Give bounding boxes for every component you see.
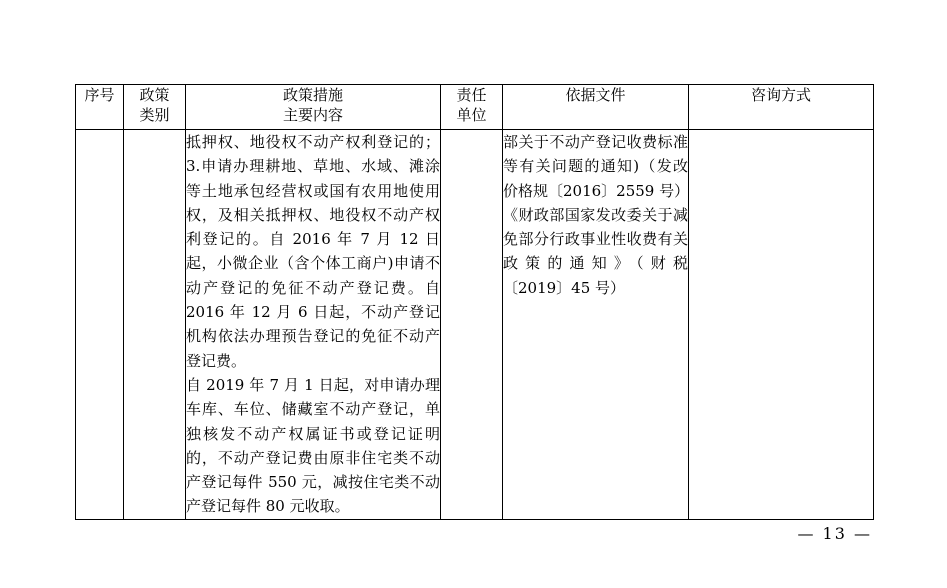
column-header-sequence-line1: 序号 <box>84 86 115 104</box>
measure-paragraph-2: 自 2019 年 7 月 1 日起，对申请办理车库、车位、储藏室不动产登记，单独核发不动产权属证书或登记证明的，不动产登记费由原非住宅类不动产登记每件 550 元，减按住宅类不动产登记每件 80 元收取。 <box>186 375 440 516</box>
basis-paragraph-2: 《财政部国家发改委关于减免部分行政事业性收费有关政策的通知》（财税〔2019〕45 号） <box>503 205 688 297</box>
column-header-unit-line2: 单位 <box>456 106 487 125</box>
measure-paragraph-1: 抵押权、地役权不动产权利登记的；3.申请办理耕地、草地、水域、滩涂等土地承包经营权或国有农用地使用权，及相关抵押权、地役权不动产权利登记的。自 2016 年 7 月 12 日起，小微企业（含个体工商户)申请不动产登记的免征不动产登记费。自 2016 年 12 月 6 日起，不动产登记机构依法办理预告登记的免征不动产登记费。 <box>186 133 440 370</box>
column-header-category-line2: 类别 <box>139 106 170 125</box>
column-header-contact <box>689 85 874 130</box>
table-header <box>76 85 874 130</box>
page-number: — 13 — <box>797 524 872 543</box>
cell-measure <box>186 130 441 520</box>
column-header-category <box>124 85 186 130</box>
policy-table <box>75 84 874 520</box>
column-header-unit <box>441 85 503 130</box>
cell-category <box>124 130 186 520</box>
column-header-measure <box>186 85 441 130</box>
cell-unit <box>441 130 503 520</box>
basis-paragraph-1: 部关于不动产登记收费标准等有关问题的通知)（发改价格规〔2016〕2559 号） <box>503 133 690 200</box>
column-header-measure-line1: 政策措施 <box>282 86 343 104</box>
column-header-unit-line1: 责任 <box>456 86 487 104</box>
table-header-row <box>76 85 874 130</box>
cell-contact <box>689 130 874 520</box>
table-body <box>76 130 874 520</box>
column-header-basis <box>503 85 689 130</box>
column-header-basis-line1: 依据文件 <box>565 86 626 104</box>
column-header-sequence <box>76 85 124 130</box>
column-header-measure-line2: 主要内容 <box>282 106 343 125</box>
cell-basis <box>503 130 689 520</box>
table-row <box>76 130 874 520</box>
column-header-contact-line1: 咨询方式 <box>750 86 811 104</box>
cell-sequence <box>76 130 124 520</box>
column-header-category-line1: 政策 <box>139 86 170 104</box>
